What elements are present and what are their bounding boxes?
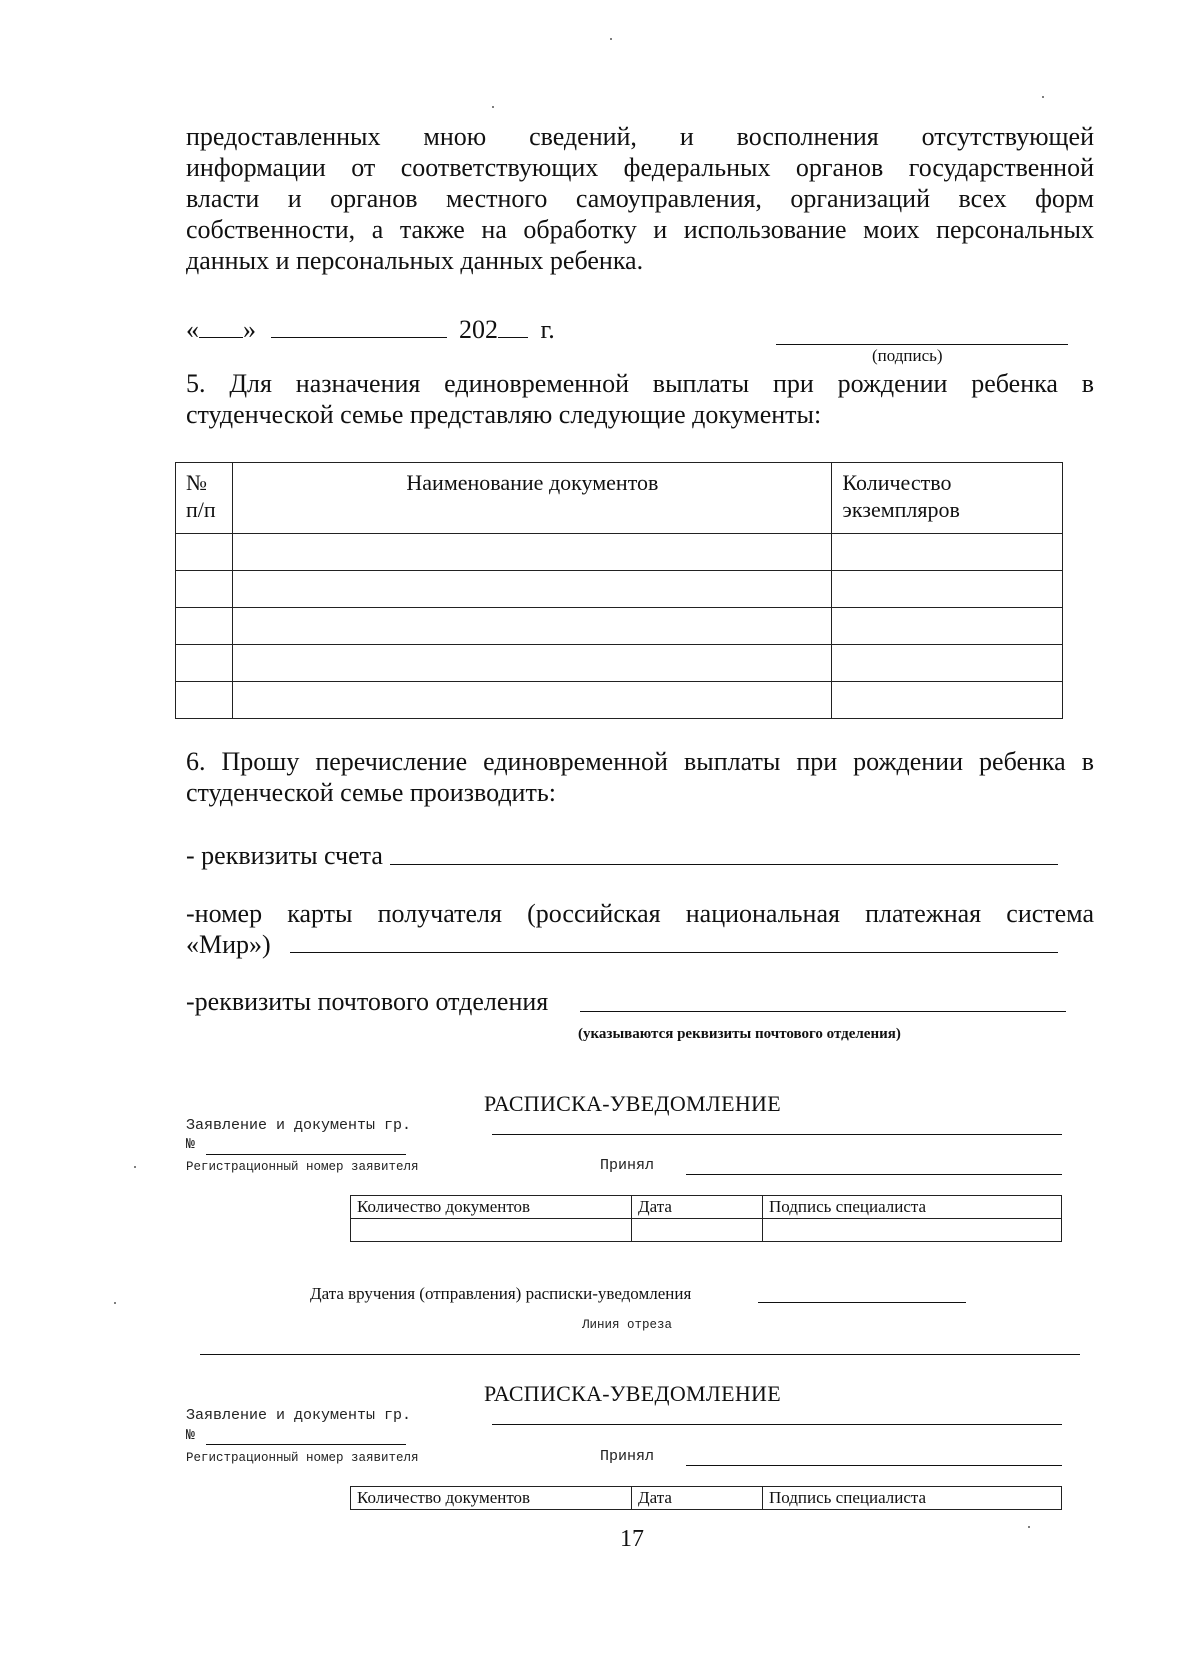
receipt-2-number-line[interactable] [206,1444,406,1445]
receipt-1-number-sign: № [186,1136,196,1153]
receipt-2-reg-label: Регистрационный номер заявителя [186,1451,419,1465]
scan-speck [492,106,494,108]
section5-line-2: студенческой семье представляю следующие документы: [186,400,822,429]
year-blank[interactable] [498,315,528,338]
year-prefix: 202 [459,315,498,344]
table-row [176,608,1063,645]
post-office-label: -реквизиты почтового отделения [186,987,549,1016]
table-row [176,534,1063,571]
table-cell[interactable] [233,608,832,645]
receipt-1-table-header [351,1196,1062,1219]
receipt-1-col-signature: Подпись специалиста [763,1196,1062,1219]
table-cell[interactable] [176,608,233,645]
header-document-name: Наименование документов [233,463,832,534]
documents-table [175,462,1063,719]
consent-line-2: информации от соответствующих федеральных органов государственной [186,153,1094,182]
receipt-2-application-label: Заявление и документы гр. [186,1407,412,1424]
section6-paragraph [186,746,1094,808]
scan-speck [114,1302,116,1304]
header-copies-line-2: экземпляров [842,497,960,522]
consent-line-1: предоставленных мною сведений, и восполнения отсутствующей [186,122,1094,151]
table-cell[interactable] [351,1219,632,1242]
consent-line-3: власти и органов местного самоуправления, организаций всех форм [186,184,1094,213]
date-close-quote: » [243,315,256,344]
post-office-input-line[interactable] [580,1011,1066,1012]
receipt-2-accepted-label: Принял [600,1448,655,1465]
card-label-line-2: «Мир») [186,930,271,959]
receipt-1-reg-label: Регистрационный номер заявителя [186,1160,419,1174]
handover-date-line[interactable] [758,1302,966,1303]
section6-line-1: 6. Прошу перечисление единовременной выплаты при рождении ребенка в [186,747,1094,776]
section5-paragraph [186,368,1094,430]
receipt-1-application-label: Заявление и документы гр. [186,1117,412,1134]
receipt-title-2: РАСПИСКА-УВЕДОМЛЕНИЕ [484,1381,781,1406]
table-cell[interactable] [632,1219,763,1242]
signature-line[interactable] [776,344,1068,345]
header-number-abbr: п/п [186,497,216,522]
receipt-title-1: РАСПИСКА-УВЕДОМЛЕНИЕ [484,1091,781,1116]
card-number-input-line[interactable] [290,952,1058,953]
date-open-quote: « [186,315,199,344]
table-row [351,1219,1062,1242]
table-row [176,682,1063,719]
table-cell[interactable] [176,534,233,571]
receipt-1-table [350,1195,1062,1242]
card-paragraph [186,898,1094,960]
documents-table-header [176,463,1063,534]
consent-paragraph [186,121,1094,276]
receipt-1-col-date: Дата [632,1196,763,1219]
section6-line-2: студенческой семье производить: [186,778,556,807]
receipt-2-applicant-line[interactable] [492,1424,1062,1425]
table-cell[interactable] [176,682,233,719]
receipt-2-table [350,1486,1062,1510]
receipt-2-accepted-line[interactable] [686,1465,1062,1466]
receipt-2-col-signature: Подпись специалиста [763,1487,1062,1510]
year-suffix: г. [540,315,555,344]
page-number: 17 [620,1526,644,1552]
table-cell[interactable] [233,534,832,571]
day-blank[interactable] [199,315,243,338]
receipt-1-col-count: Количество документов [351,1196,632,1219]
date-field [186,315,555,345]
table-cell[interactable] [233,645,832,682]
scan-speck [610,38,612,40]
table-cell[interactable] [832,645,1063,682]
scan-speck [1028,1526,1030,1528]
receipt-1-accepted-line[interactable] [686,1174,1062,1175]
table-cell[interactable] [832,571,1063,608]
header-copies [832,463,1063,534]
table-cell[interactable] [176,571,233,608]
signature-caption: (подпись) [872,346,943,365]
card-label-line-1: -номер карты получателя (российская национальная платежная система [186,899,1094,928]
receipt-2-number-sign: № [186,1427,196,1444]
handover-label: Дата вручения (отправления) расписки-уведомления [310,1284,692,1303]
header-number [176,463,233,534]
receipt-2-col-date: Дата [632,1487,763,1510]
consent-line-4: собственности, а также на обработку и использование моих персональных [186,215,1094,244]
consent-line-5: данных и персональных данных ребенка. [186,246,644,275]
table-cell[interactable] [832,608,1063,645]
month-blank[interactable] [271,315,447,338]
header-copies-line-1: Количество [842,470,952,495]
cut-line [200,1354,1080,1355]
receipt-1-number-line[interactable] [206,1154,406,1155]
scan-speck [134,1166,136,1168]
table-cell[interactable] [176,645,233,682]
receipt-2-table-header [351,1487,1062,1510]
post-office-caption: (указываются реквизиты почтового отделения) [578,1026,901,1042]
table-cell[interactable] [233,682,832,719]
table-row [176,645,1063,682]
account-label: - реквизиты счета [186,841,383,870]
table-cell[interactable] [763,1219,1062,1242]
cut-line-label: Линия отреза [582,1318,673,1332]
receipt-1-applicant-line[interactable] [492,1134,1062,1135]
receipt-2-col-count: Количество документов [351,1487,632,1510]
header-number-sign: № [186,470,207,495]
scan-speck [1042,96,1044,98]
account-input-line[interactable] [390,864,1058,865]
section5-line-1: 5. Для назначения единовременной выплаты при рождении ребенка в [186,369,1094,398]
receipt-1-accepted-label: Принял [600,1157,655,1174]
table-cell[interactable] [233,571,832,608]
table-cell[interactable] [832,534,1063,571]
table-cell[interactable] [832,682,1063,719]
table-row [176,571,1063,608]
